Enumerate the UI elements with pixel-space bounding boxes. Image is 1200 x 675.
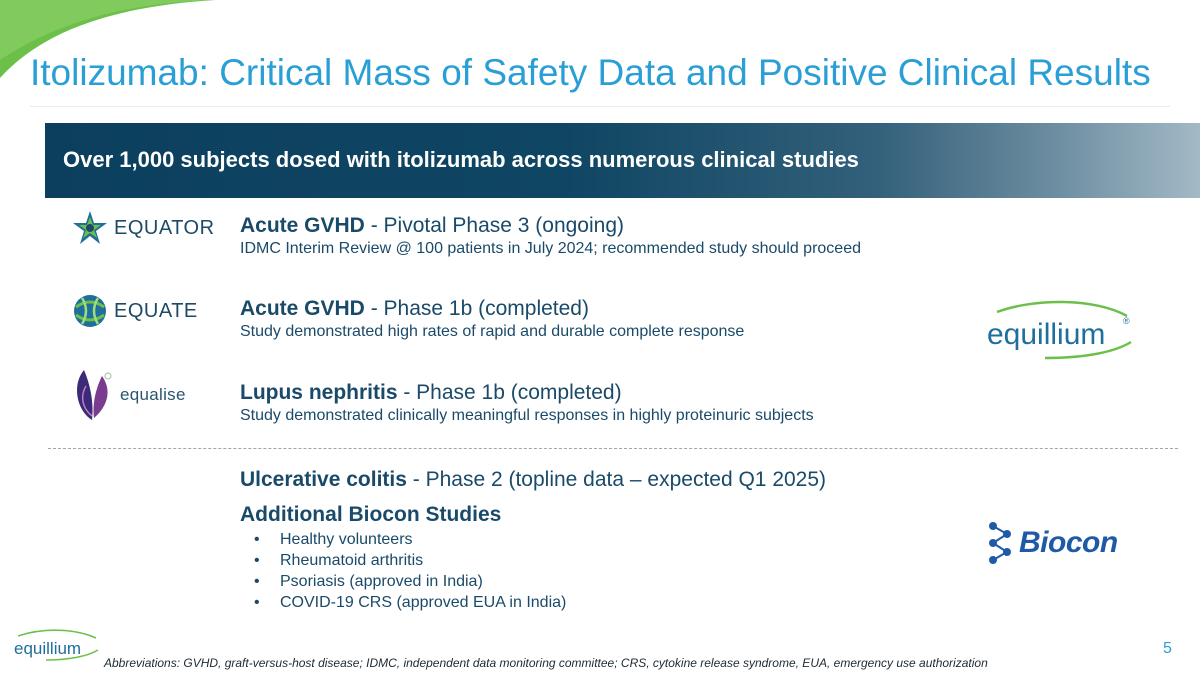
equator-logo-label: EQUATOR bbox=[114, 216, 215, 239]
banner-text: Over 1,000 subjects dosed with itolizumab across numerous clinical studies bbox=[63, 147, 859, 172]
study-phase: - Phase 1b (completed) bbox=[364, 297, 589, 320]
additional-studies-list bbox=[254, 529, 566, 613]
equillium-footer-wordmark: equillium bbox=[14, 639, 82, 658]
page-number: 5 bbox=[1163, 640, 1172, 657]
biocon-logo bbox=[985, 520, 1118, 566]
study-phase: - Pivotal Phase 3 (ongoing) bbox=[364, 214, 625, 237]
study-indication: Lupus nephritis bbox=[240, 381, 398, 404]
study-indication: Acute GVHD bbox=[240, 214, 365, 237]
study-detail: Study demonstrated high rates of rapid and durable complete response bbox=[240, 323, 745, 340]
registered-mark: ® bbox=[1123, 316, 1130, 326]
study-equator bbox=[240, 214, 861, 258]
additional-studies-title: Additional Biocon Studies bbox=[240, 503, 502, 526]
equillium-footer-logo bbox=[12, 628, 102, 667]
section-divider bbox=[48, 448, 1178, 449]
list-item: • Healthy volunteers bbox=[254, 529, 566, 550]
study-detail: IDMC Interim Review @ 100 patients in July 2024; recommended study should proceed bbox=[240, 240, 861, 257]
list-item: • COVID-19 CRS (approved EUA in India) bbox=[254, 592, 566, 613]
star-icon bbox=[72, 210, 108, 246]
list-item: • Psoriasis (approved in India) bbox=[254, 571, 566, 592]
slide-title: Itolizumab: Critical Mass of Safety Data and Positive Clinical Results bbox=[30, 52, 1151, 93]
study-equalise bbox=[240, 381, 814, 425]
study-phase: - Phase 1b (completed) bbox=[397, 381, 622, 404]
study-equate bbox=[240, 297, 744, 341]
biocon-helix-icon bbox=[985, 520, 1015, 566]
title-divider bbox=[30, 106, 1170, 107]
butterfly-icon bbox=[72, 366, 114, 424]
biocon-wordmark: Biocon bbox=[1019, 526, 1118, 559]
study-indication: Acute GVHD bbox=[240, 297, 365, 320]
equator-logo bbox=[72, 210, 215, 246]
study-indication: Ulcerative colitis bbox=[240, 468, 407, 491]
globe-icon bbox=[72, 293, 108, 329]
equillium-logo bbox=[985, 300, 1135, 367]
footnote: Abbreviations: GVHD, graft-versus-host disease; IDMC, independent data monitoring committee; CRS, cytokine release syndrome, EUA, emergency use authorization bbox=[104, 656, 988, 670]
study-phase: - Phase 2 (topline data – expected Q1 2025) bbox=[406, 468, 827, 491]
study-ulcerative-colitis bbox=[240, 468, 826, 492]
summary-banner bbox=[45, 123, 1200, 198]
study-detail: Study demonstrated clinically meaningful responses in highly proteinuric subjects bbox=[240, 407, 814, 424]
equalise-logo bbox=[72, 366, 186, 424]
equate-logo bbox=[72, 293, 198, 329]
equillium-wordmark: equillium bbox=[987, 318, 1106, 351]
equalise-logo-label: equalise bbox=[120, 385, 186, 404]
list-item: • Rheumatoid arthritis bbox=[254, 550, 566, 571]
equate-logo-label: EQUATE bbox=[114, 299, 198, 322]
